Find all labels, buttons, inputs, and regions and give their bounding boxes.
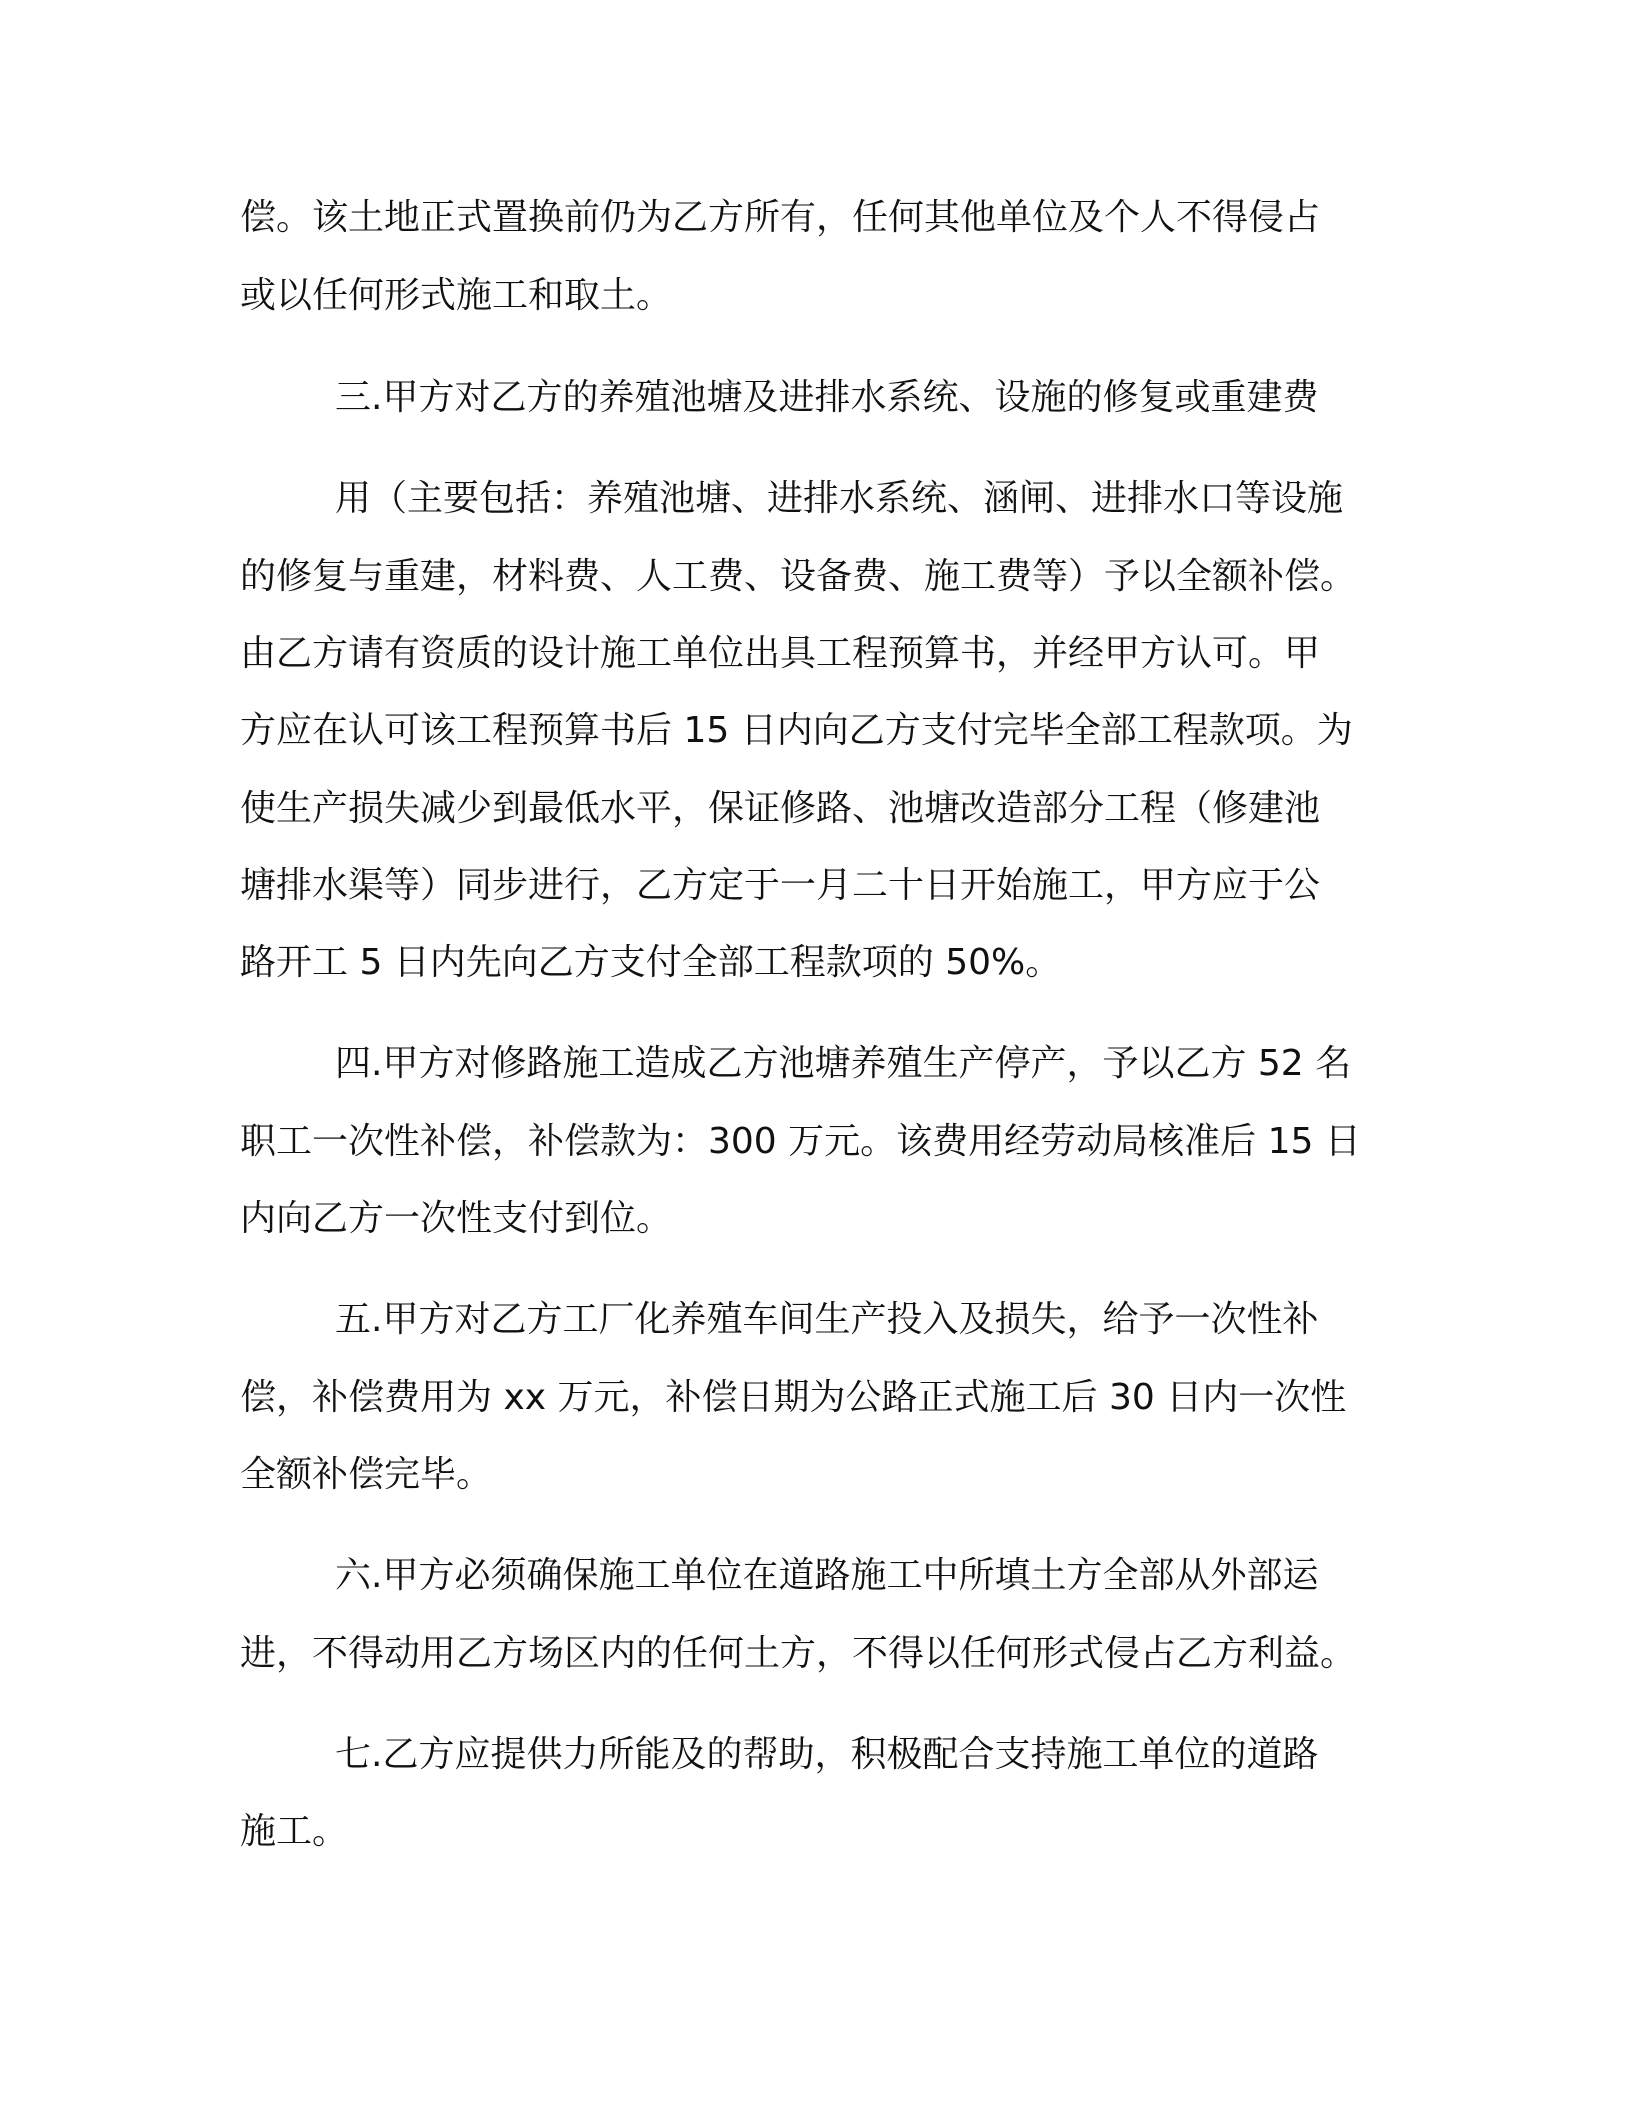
clause-heading: 六.甲方必须确保施工单位在道路施工中所填土方全部从外部运 [335, 1555, 1319, 1596]
clause-heading: 七.乙方应提供力所能及的帮助，积极配合支持施工单位的道路 [335, 1734, 1319, 1775]
text-line: 进，不得动用乙方场区内的任何土方，不得以任何形式侵占乙方利益。 [240, 1633, 1357, 1674]
text-line: 职工一次性补偿，补偿款为：300 万元。该费用经劳动局核准后 15 日 [240, 1121, 1361, 1162]
text-line: 塘排水渠等）同步进行，乙方定于一月二十日开始施工，甲方应于公 [240, 865, 1321, 906]
text-line: 全额补偿完毕。 [240, 1454, 493, 1495]
clause-heading: 五.甲方对乙方工厂化养殖车间生产投入及损失，给予一次性补 [335, 1299, 1319, 1340]
text-line: 内向乙方一次性支付到位。 [240, 1198, 673, 1239]
text-line: 施工。 [240, 1811, 349, 1852]
text-line: 的修复与重建，材料费、人工费、设备费、施工费等）予以全额补偿。 [240, 556, 1357, 597]
text-line: 偿，补偿费用为 xx 万元，补偿日期为公路正式施工后 30 日内一次性 [240, 1377, 1347, 1418]
clause-heading: 四.甲方对修路施工造成乙方池塘养殖生产停产，予以乙方 52 名 [335, 1043, 1352, 1084]
text-line: 使生产损失减少到最低水平，保证修路、池塘改造部分工程（修建池 [240, 788, 1321, 829]
text-line: 用（主要包括：养殖池塘、进排水系统、涵闸、进排水口等设施 [335, 478, 1344, 519]
clause-heading: 三.甲方对乙方的养殖池塘及进排水系统、设施的修复或重建费 [335, 377, 1319, 418]
text-line: 偿。该土地正式置换前仍为乙方所有，任何其他单位及个人不得侵占 [240, 197, 1321, 238]
text-line: 方应在认可该工程预算书后 15 日内向乙方支付完毕全部工程款项。为 [240, 710, 1353, 751]
text-line: 或以任何形式施工和取土。 [240, 275, 673, 316]
text-line: 路开工 5 日内先向乙方支付全部工程款项的 50%。 [240, 942, 1062, 983]
text-line: 由乙方请有资质的设计施工单位出具工程预算书，并经甲方认可。甲 [240, 633, 1321, 674]
